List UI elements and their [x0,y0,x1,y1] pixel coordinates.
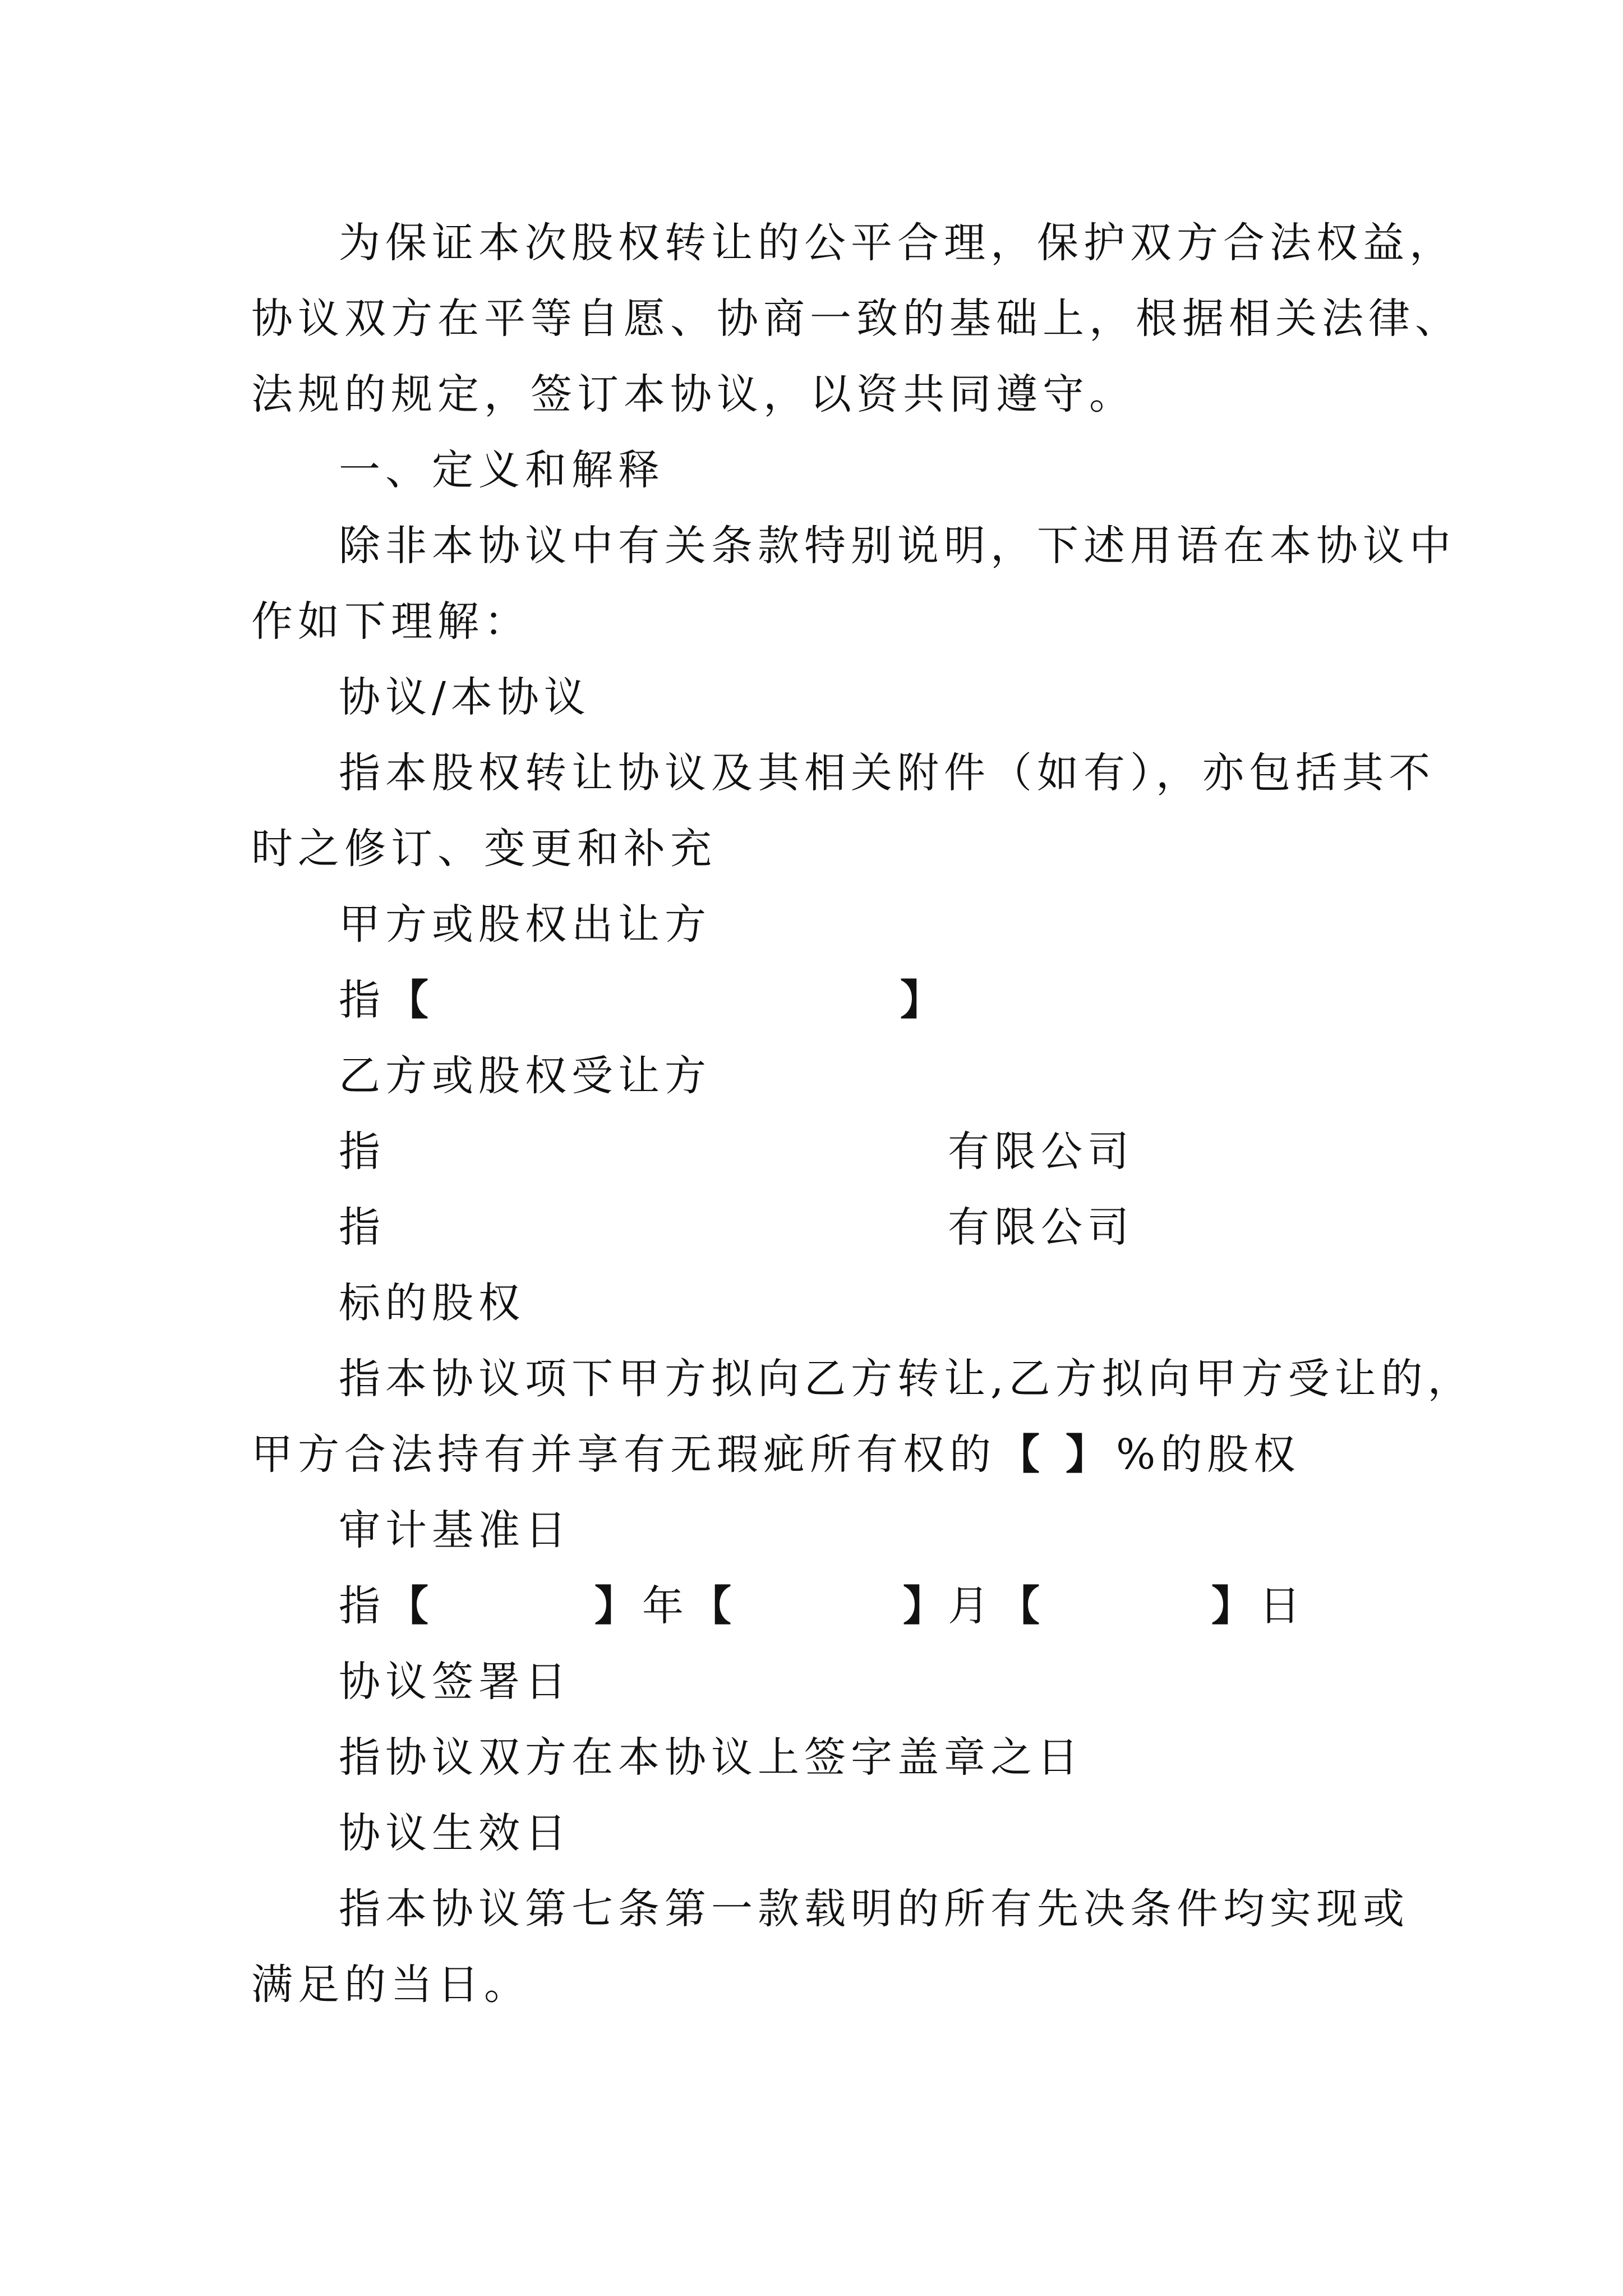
definition-agreement-line-2: 时之修订、变更和补充 [251,825,717,873]
audit-day-bracket-close: 】 [1211,1582,1258,1630]
term-party-b: 乙方或股权受让方 [339,1052,711,1100]
audit-month-label: 月 [948,1582,994,1630]
term-effective-date: 协议生效日 [339,1809,571,1857]
audit-date-prefix: 指 [339,1582,385,1630]
definition-sign-date: 指协议双方在本协议上签字盖章之日 [339,1733,1083,1782]
audit-day-bracket-open: 【 [998,1582,1045,1630]
definition-agreement-line-1: 指本股权转让协议及其相关附件（如有），亦包括其不 [339,749,1435,797]
intro-line-2: 协议双方在平等自愿、协商一致的基础上，根据相关法律、 [251,295,1461,343]
party-b-prefix-2: 指 [339,1203,385,1251]
section-heading-definitions: 一、定义和解释 [339,446,665,494]
party-b-company-suffix-1: 有限公司 [948,1128,1134,1176]
audit-month-bracket-close: 】 [903,1582,949,1630]
target-percent-bracket-close: 】 [1066,1430,1112,1479]
intro-line-1: 为保证本次股权转让的公平合理，保护双方合法权益， [339,219,1456,267]
audit-month-bracket-open: 【 [690,1582,736,1630]
definition-effective-line-2: 满足的当日。 [251,1961,531,2009]
definition-effective-line-1: 指本协议第七条第一款载明的所有先决条件均实现或 [339,1885,1409,1933]
audit-year-label: 年 [642,1582,689,1630]
audit-year-bracket-open: 【 [387,1582,434,1630]
definition-target-line-1: 指本协议项下甲方拟向乙方转让,乙方拟向甲方受让的， [339,1355,1474,1403]
party-a-bracket-open: 【 [387,976,434,1024]
intro-line-3: 法规的规定，签订本协议，以资共同遵守。 [251,370,1136,418]
party-b-company-suffix-2: 有限公司 [948,1203,1134,1251]
party-a-bracket-close: 】 [900,976,947,1024]
definition-target-line-2-suffix: %的股权 [1116,1430,1301,1479]
audit-day-label: 日 [1259,1582,1306,1630]
audit-year-bracket-close: 】 [594,1582,641,1630]
party-b-prefix-1: 指 [339,1128,385,1176]
definition-target-line-2-prefix: 甲方合法持有并享有无瑕疵所有权的 [251,1430,996,1479]
party-a-prefix: 指 [339,976,385,1024]
term-agreement: 协议/本协议 [339,673,591,721]
definitions-intro-line-2: 作如下理解： [251,597,531,646]
term-target-equity: 标的股权 [339,1279,525,1327]
term-sign-date: 协议签署日 [339,1658,571,1706]
term-audit-date: 审计基准日 [339,1506,571,1554]
target-percent-bracket-open: 【 [998,1430,1045,1479]
definitions-intro-line-1: 除非本协议中有关条款特别说明，下述用语在本协议中 [339,522,1456,570]
term-party-a: 甲方或股权出让方 [339,900,711,949]
